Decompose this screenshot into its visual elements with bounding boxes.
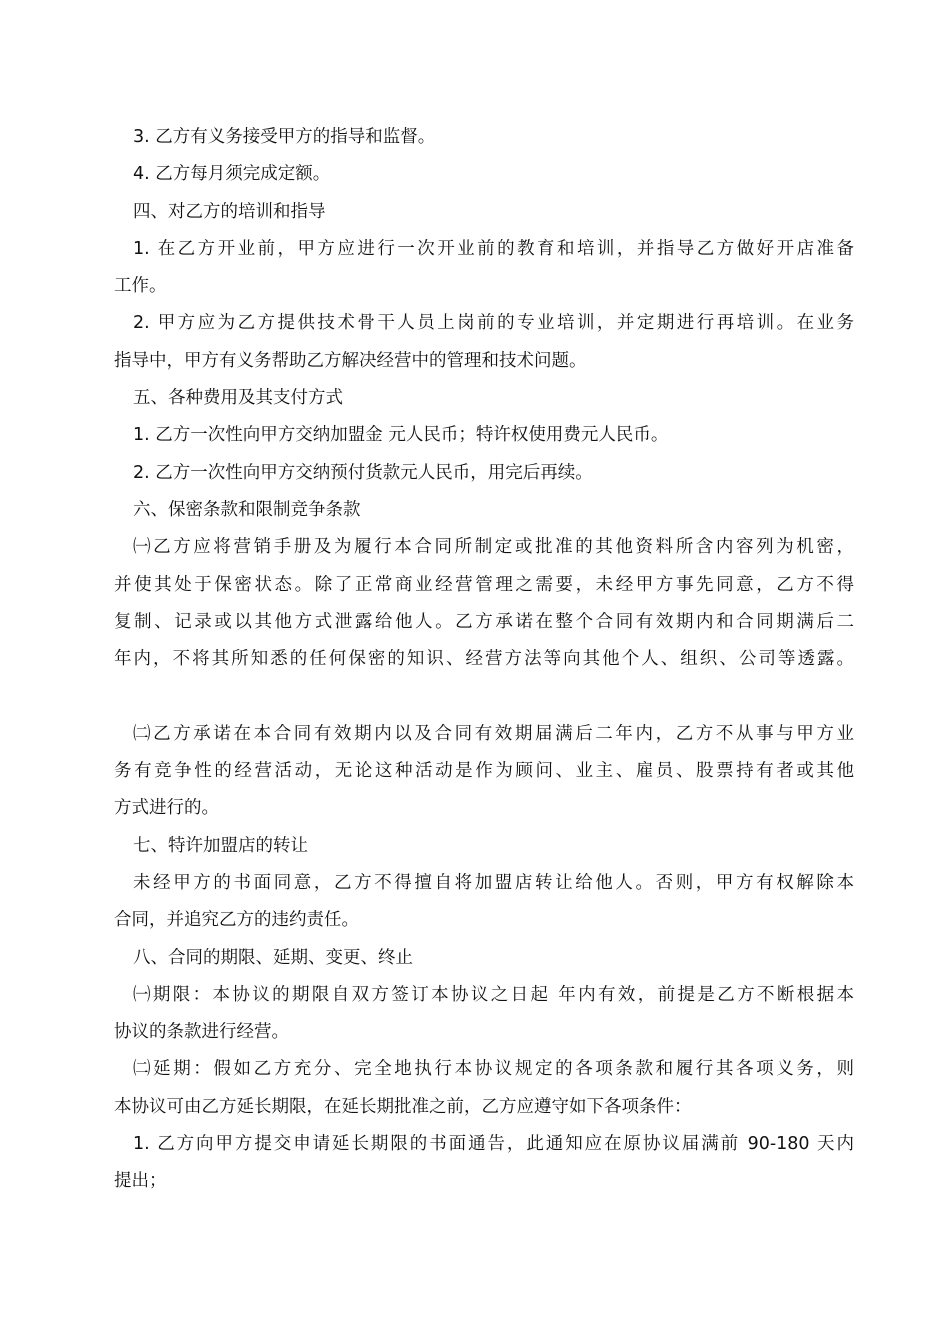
section-heading-training: 四、对乙方的培训和指导 [133,201,326,222]
extension-condition-1-line-2: 提出； [114,1171,167,1192]
confidentiality-clause-1-line-2: 并使其处于保密状态。除了正常商业经营管理之需要，未经甲方事先同意，乙方不得 [114,574,854,595]
term-clause-line-1: ㈠期限：本协议的期限自双方签订本协议之日起 年内有效，前提是乙方不断根据本 [133,984,854,1005]
clause-4-quota: 4. 乙方每月须完成定额。 [133,164,331,185]
clause-3-supervision: 3. 乙方有义务接受甲方的指导和监督。 [133,127,436,147]
training-clause-2-line-2: 指导中，甲方有义务帮助乙方解决经营中的管理和技术问题。 [114,350,587,371]
training-clause-2-line-1: 2. 甲方应为乙方提供技术骨干人员上岗前的专业培训，并定期进行再培训。在业务 [133,313,854,334]
section-heading-term: 八、合同的期限、延期、变更、终止 [133,947,413,968]
fees-clause-2: 2. 乙方一次性向甲方交纳预付货款元人民币，用完后再续。 [133,462,593,483]
section-heading-confidentiality: 六、保密条款和限制竞争条款 [133,499,361,520]
fees-clause-1: 1. 乙方一次性向甲方交纳加盟金 元人民币；特许权使用费元人民币。 [133,425,669,446]
training-clause-1-line-1: 1. 在乙方开业前，甲方应进行一次开业前的教育和培训，并指导乙方做好开店准备 [133,238,854,259]
noncompete-clause-line-1: ㈡乙方承诺在本合同有效期内以及合同有效期届满后二年内，乙方不从事与甲方业 [133,723,854,744]
document-body [114,119,854,1201]
confidentiality-clause-1-line-4: 年内，不将其所知悉的任何保密的知识、经营方法等向其他个人、组织、公司等透露。 [114,649,854,670]
training-clause-1-line-2: 工作。 [114,276,167,297]
transfer-clause-line-2: 合同，并追究乙方的违约责任。 [114,910,359,931]
paragraph-gap [114,678,854,715]
transfer-clause-line-1: 未经甲方的书面同意，乙方不得擅自将加盟店转让给他人。否则，甲方有权解除本 [133,872,854,893]
section-heading-transfer: 七、特许加盟店的转让 [133,835,308,856]
section-heading-fees: 五、各种费用及其支付方式 [133,388,343,409]
confidentiality-clause-1-line-1: ㈠乙方应将营销手册及为履行本合同所制定或批准的其他资料所含内容列为机密， [133,537,854,558]
noncompete-clause-line-2: 务有竞争性的经营活动，无论这种活动是作为顾问、业主、雇员、股票持有者或其他 [114,761,854,782]
extension-clause-line-1: ㈡延期：假如乙方充分、完全地执行本协议规定的各项条款和履行其各项义务，则 [133,1059,854,1080]
extension-condition-1-line-1: 1. 乙方向甲方提交申请延长期限的书面通告，此通知应在原协议届满前 90-180 天内 [133,1134,854,1155]
confidentiality-clause-1-line-3: 复制、记录或以其他方式泄露给他人。乙方承诺在整个合同有效期内和合同期满后二 [114,611,854,632]
noncompete-clause-line-3: 方式进行的。 [114,798,219,819]
term-clause-line-2: 协议的条款进行经营。 [114,1022,289,1043]
extension-clause-line-2: 本协议可由乙方延长期限，在延长期批准之前，乙方应遵守如下各项条件： [114,1096,692,1117]
